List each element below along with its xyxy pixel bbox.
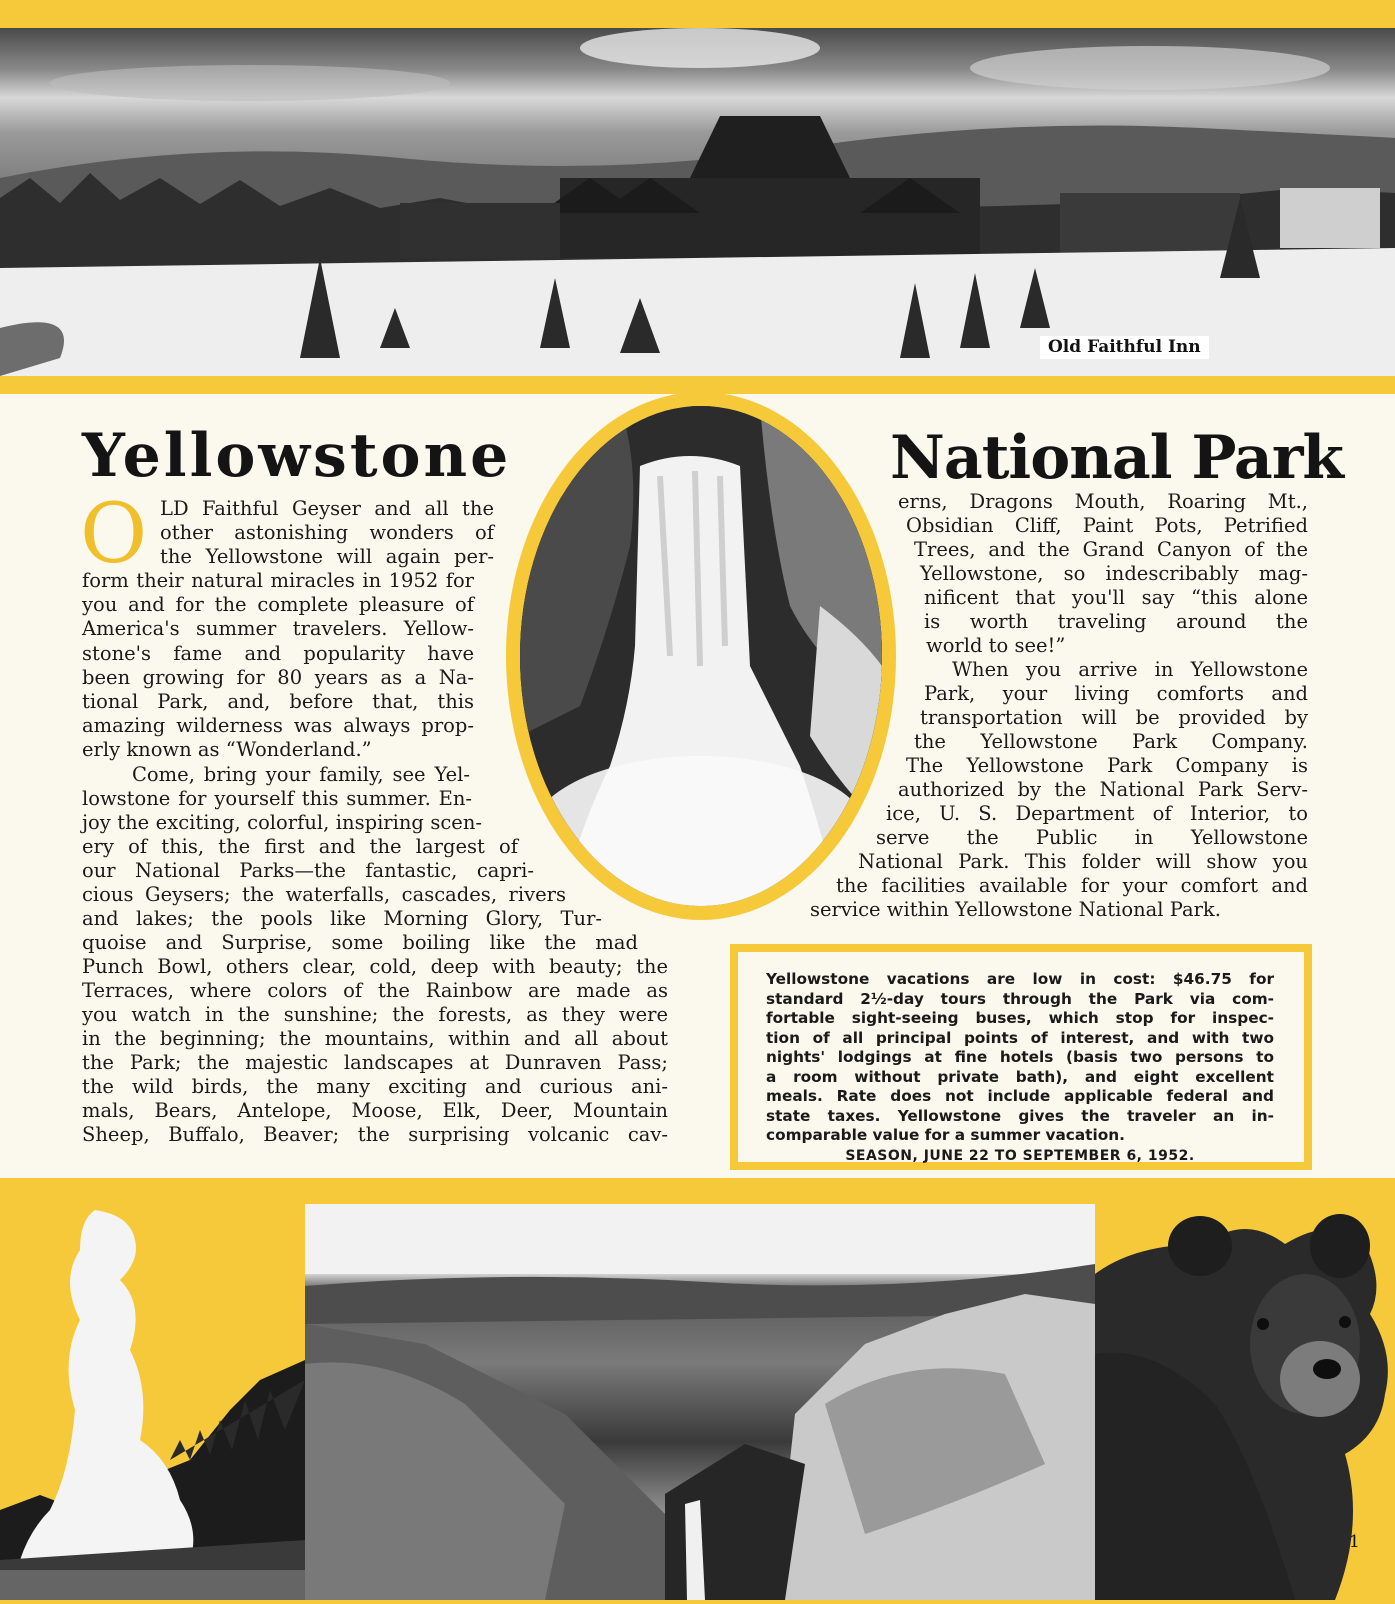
text-line: serve the Public in Yellowstone <box>876 826 1308 849</box>
text-line: National Park. This folder will show you <box>858 850 1308 873</box>
text-line: in the beginning; the mountains, within and all about <box>82 1027 668 1050</box>
text-line: Park, your living comforts and <box>924 682 1308 705</box>
text-line: is worth traveling around the <box>924 610 1308 633</box>
photo-caption: Old Faithful Inn <box>1040 336 1209 359</box>
text-line: erns, Dragons Mouth, Roaring Mt., <box>898 490 1308 513</box>
text-line: the wild birds, the many exciting and curious ani- <box>82 1075 668 1098</box>
text-line: and lakes; the pools like Morning Glory, Tur- <box>82 907 602 930</box>
text-line: Come, bring your family, see Yel- <box>132 763 470 786</box>
text-line: the facilities available for your comfort and <box>836 874 1308 897</box>
cost-line: nights' lodgings at fine hotels (basis two persons to <box>766 1048 1274 1066</box>
text-line: Punch Bowl, others clear, cold, deep with beauty; the <box>82 955 668 978</box>
text-line: nificent that you'll say “this alone <box>924 586 1308 609</box>
text-line: you watch in the sunshine; the forests, as they were <box>82 1003 668 1026</box>
grand-canyon-photo <box>305 1204 1095 1600</box>
text-line: authorized by the National Park Serv- <box>898 778 1308 801</box>
text-line: ery of this, the first and the largest of <box>82 835 518 858</box>
waterfall-photo <box>520 406 882 906</box>
cost-box-content <box>738 952 1304 1162</box>
page-number: 1 <box>1349 1532 1360 1552</box>
text-line: America's summer travelers. Yellow- <box>82 617 474 641</box>
text-line: When you arrive in Yellowstone <box>952 658 1308 681</box>
text-line: service within Yellowstone National Park. <box>810 898 1221 921</box>
text-line: the Park; the majestic landscapes at Dunraven Pass; <box>82 1051 668 1074</box>
text-line: ice, U. S. Department of Interior, to <box>886 802 1308 825</box>
text-line: Obsidian Cliff, Paint Pots, Petrified <box>906 514 1308 537</box>
text-line: stone's fame and popularity have <box>82 641 474 665</box>
text-line: been growing for 80 years as a Na- <box>82 665 474 689</box>
text-line: Trees, and the Grand Canyon of the <box>914 538 1308 561</box>
text-line: lowstone for yourself this summer. En- <box>82 787 472 810</box>
dropcap-letter: O <box>80 487 148 582</box>
text-line: Terraces, where colors of the Rainbow are made as <box>82 979 668 1002</box>
text-line: the Yellowstone Park Company. <box>914 730 1308 753</box>
cost-line: state taxes. Yellowstone gives the traveler an in- <box>766 1106 1274 1125</box>
cost-line: comparable value for a summer vacation. <box>766 1126 1125 1144</box>
intro-paragraph <box>82 569 474 763</box>
text-line: tional Park, and, before that, this <box>82 690 474 714</box>
text-line: form their natural miracles in 1952 for <box>82 569 474 592</box>
cost-line: meals. Rate does not include applicable federal and <box>766 1087 1274 1105</box>
cost-line: a room without private bath), and eight excellent <box>766 1067 1274 1086</box>
text-line: our National Parks—the fantastic, capri- <box>82 859 534 882</box>
cost-line: Yellowstone vacations are low in cost: $46.75 for <box>766 970 1274 988</box>
text-line: joy the exciting, colorful, inspiring scen- <box>82 811 482 834</box>
text-line: Yellowstone, so indescribably mag- <box>920 562 1308 585</box>
geyser-photo <box>0 1210 305 1600</box>
text-line: world to see!” <box>926 634 1066 657</box>
cost-box <box>730 944 1312 1170</box>
title-yellowstone: Yellowstone <box>82 421 512 491</box>
text-line: transportation will be provided by <box>920 706 1308 729</box>
text-line: mals, Bears, Antelope, Moose, Elk, Deer, Mountain <box>82 1099 668 1122</box>
text-line: quoise and Surprise, some boiling like the mad <box>82 931 638 954</box>
text-line: you and for the complete pleasure of <box>82 593 474 617</box>
season-dates: SEASON, JUNE 22 TO SEPTEMBER 6, 1952. <box>845 1147 1195 1164</box>
text-line: LD Faithful Geyser and all the <box>160 497 494 520</box>
text-line: cious Geysers; the waterfalls, cascades, rivers <box>82 883 566 906</box>
cost-line: tion of all principal points of interest, and with two <box>766 1028 1274 1047</box>
text-line: the Yellowstone will again per- <box>160 545 494 569</box>
cost-line: fortable sight-seeing buses, which stop for inspec- <box>766 1009 1274 1027</box>
old-faithful-inn-photo <box>0 28 1395 376</box>
text-line: erly known as “Wonderland.” <box>82 738 372 762</box>
cost-line: standard 2½-day tours through the Park via com- <box>766 989 1274 1008</box>
title-national-park: National Park <box>890 423 1343 493</box>
text-line: other astonishing wonders of <box>160 521 494 545</box>
text-line: amazing wilderness was always prop- <box>82 714 474 738</box>
text-line: The Yellowstone Park Company is <box>906 754 1308 777</box>
text-line: Sheep, Buffalo, Beaver; the surprising volcanic cav- <box>82 1123 668 1146</box>
intro-narrow-lines <box>160 497 494 570</box>
